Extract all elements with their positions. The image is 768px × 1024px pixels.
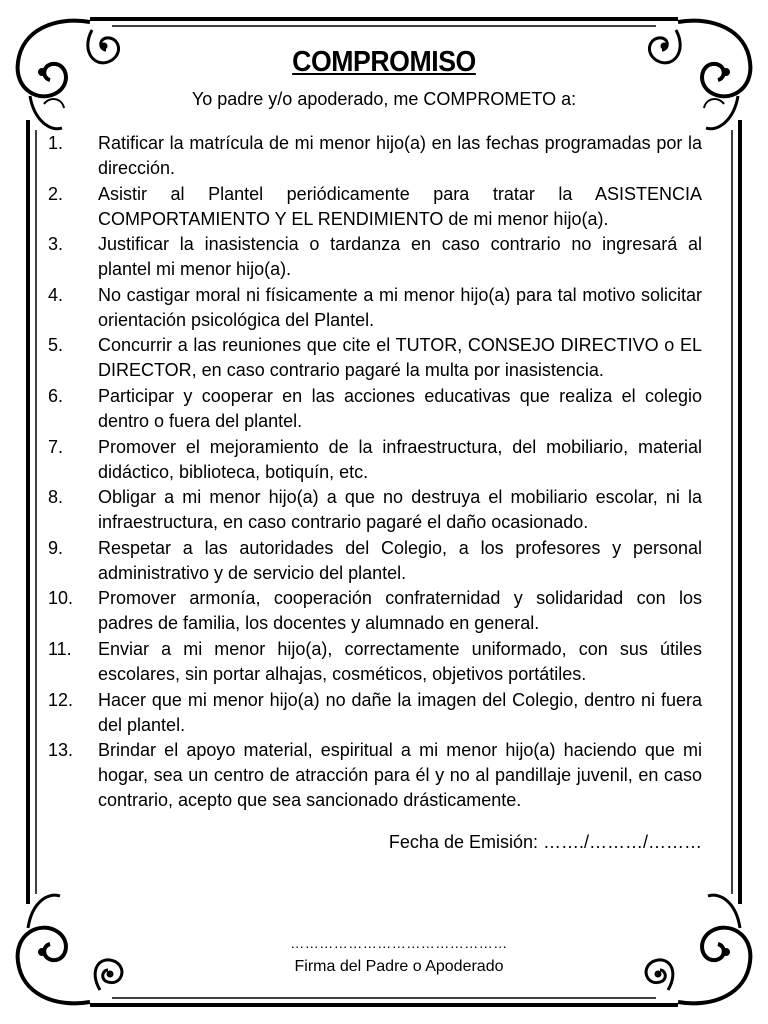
- list-item: [48, 283, 702, 333]
- list-item: [48, 738, 702, 813]
- item-text: Respetar a las autoridades del Colegio, a los profesores y personal administrativo y de servicio del plantel.: [98, 537, 702, 583]
- item-number: 6.: [48, 385, 64, 406]
- item-number: 8.: [48, 487, 64, 508]
- item-text: No castigar moral ni físicamente a mi menor hijo(a) para tal motivo solicitar orientación psicológica del Plantel.: [98, 284, 702, 330]
- item-text: Asistir al Plantel periódicamente para tratar la ASISTENCIA COMPORTAMIENTO Y EL RENDIMIENTO de mi menor hijo(a).: [98, 183, 702, 229]
- item-text: Participar y cooperar en las acciones educativas que realiza el colegio dentro o fuera del plantel.: [98, 385, 702, 431]
- item-number: 2.: [48, 183, 64, 204]
- item-number: 5.: [48, 335, 64, 356]
- item-text: Ratificar la matrícula de mi menor hijo(a) en las fechas programadas por la dirección.: [98, 133, 702, 178]
- list-item: [48, 232, 702, 282]
- signature-line: ………………………………………: [290, 935, 508, 951]
- item-number: 3.: [48, 234, 64, 255]
- item-number: 9.: [48, 537, 64, 558]
- list-item: [48, 688, 702, 738]
- list-item: [48, 131, 702, 181]
- item-text: Enviar a mi menor hijo(a), correctamente uniformado, con sus útiles escolares, sin portar alhajas, cosméticos, objetivos portátiles.: [98, 638, 702, 684]
- item-text: Concurrir a las reuniones que cite el TUTOR, CONSEJO DIRECTIVO o EL DIRECTOR, en caso contrario pagaré la multa por inasistencia.: [98, 335, 702, 381]
- item-text: Obligar a mi menor hijo(a) a que no destruya el mobiliario escolar, ni la infraestructura, en caso contrario pagaré el daño ocasionado.: [98, 487, 702, 533]
- document-intro: Yo padre y/o apoderado, me COMPROMETO a:: [191, 89, 577, 109]
- item-text: Promover el mejoramiento de la infraestructura, del mobiliario, material didáctico, biblioteca, botiquín, etc.: [98, 436, 702, 482]
- list-item: [48, 637, 702, 687]
- item-number: 1.: [48, 133, 64, 153]
- list-item: [48, 435, 702, 485]
- list-item: [48, 485, 702, 535]
- document-title: COMPROMISO: [292, 46, 476, 78]
- item-text: Promover armonía, cooperación confraternidad y solidaridad con los padres de familia, los docentes y alumnado en general.: [98, 588, 702, 634]
- item-number: 4.: [48, 284, 64, 305]
- item-number: 10.: [48, 588, 74, 609]
- list-item: [48, 536, 702, 586]
- list-item: [48, 384, 702, 434]
- item-number: 7.: [48, 436, 64, 457]
- issue-date: Fecha de Emisión: ……./………/………: [388, 832, 702, 852]
- item-text: Justificar la inasistencia o tardanza en caso contrario no ingresará al plantel mi menor hijo(a).: [98, 234, 702, 280]
- list-item: [48, 333, 702, 383]
- item-number: 11.: [48, 638, 72, 659]
- item-text: Brindar el apoyo material, espiritual a mi menor hijo(a) haciendo que mi hogar, sea un centro de atracción para él y no al pandillaje juvenil, en caso contrario, acepto que sea sancionado drásticamente.: [98, 740, 702, 811]
- signature-label: Firma del Padre o Apoderado: [294, 958, 504, 975]
- list-item: [48, 586, 702, 636]
- item-number: 13.: [48, 740, 74, 761]
- item-number: 12.: [48, 689, 74, 710]
- list-item: [48, 182, 702, 232]
- item-text: Hacer que mi menor hijo(a) no dañe la imagen del Colegio, dentro ni fuera del plantel.: [98, 689, 702, 735]
- commitment-list: [48, 131, 702, 814]
